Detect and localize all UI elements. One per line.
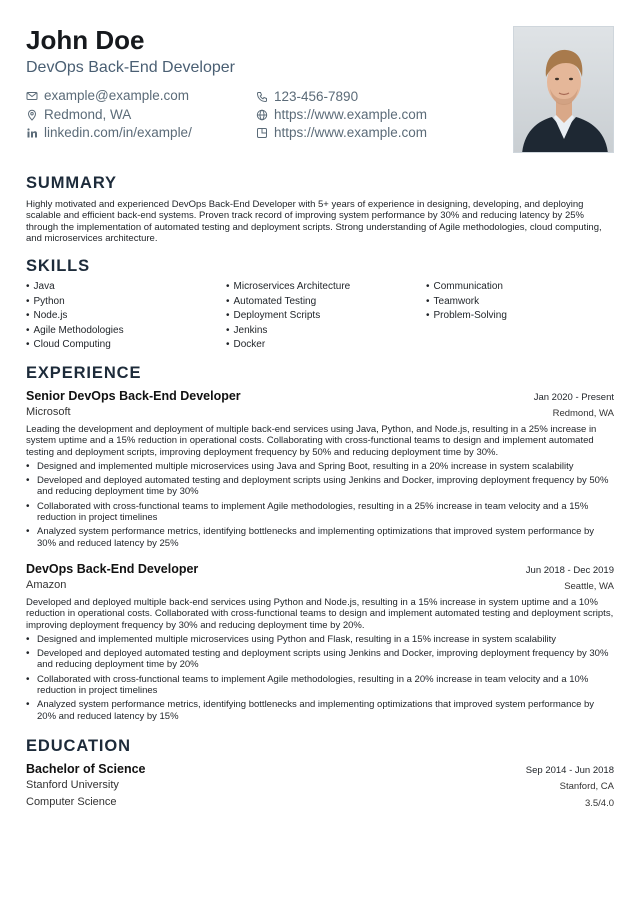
candidate-name: John Doe (26, 25, 145, 55)
job-bullet: • Designed and implemented multiple microservices using Java and Spring Boot, resulting in a 20% increase in system scalability (26, 461, 614, 472)
job-bullet: • Analyzed system performance metrics, identifying bottlenecks and implementing optimizations that improved system performance by 30% and reduced latency by 25% (26, 526, 614, 549)
skill-item: • Node.js (26, 309, 124, 324)
contact-linkedin-text: linkedin.com/in/example/ (44, 125, 192, 140)
skills-column-3 (426, 280, 507, 324)
contact-email[interactable] (26, 88, 189, 103)
education-heading: EDUCATION (26, 737, 131, 755)
job-bullet: • Collaborated with cross-functional teams to implement Agile methodologies, resulting in a 25% increase in team velocity and a 15% reduction in project timelines (26, 501, 614, 524)
skill-item: • Jenkins (226, 324, 350, 339)
skill-item: • Python (26, 295, 124, 310)
skill-item: • Microservices Architecture (226, 280, 350, 295)
job-bullets (26, 461, 614, 549)
job-bullet: • Developed and deployed automated testing and deployment scripts using Jenkins and Docker, improving deployment frequency by 50% and reducing deployment time by 30% (26, 475, 614, 498)
education-location: Stanford, CA (559, 781, 614, 792)
contact-location (26, 107, 131, 122)
education-school: Stanford University (26, 779, 119, 791)
candidate-title: DevOps Back-End Developer (26, 59, 235, 76)
job-entry (26, 562, 614, 725)
job-company: Microsoft (26, 406, 71, 418)
skill-item: • Java (26, 280, 124, 295)
skill-item: • Communication (426, 280, 507, 295)
skills-column-2 (226, 280, 350, 353)
skill-item: • Docker (226, 338, 350, 353)
globe-icon (256, 109, 268, 121)
skill-item: • Teamwork (426, 295, 507, 310)
job-description: Leading the development and deployment of multiple back-end services using Java, Python, and Node.js, resulting in a 25% increase in system uptime and a 15% reduction in operational costs. Collaborating with cross-functional teams to design and implement automated testing and deployment scripts, improving deployment frequency by 50% and reducing deployment time by 30%. (26, 424, 597, 458)
job-bullets (26, 634, 614, 722)
linkedin-icon (26, 127, 38, 139)
job-role: Senior DevOps Back-End Developer (26, 389, 241, 403)
skill-item: • Agile Methodologies (26, 324, 124, 339)
contact-portfolio-text: https://www.example.com (274, 125, 428, 140)
contact-location-text: Redmond, WA (44, 107, 132, 122)
summary-text: Highly motivated and experienced DevOps Back-End Developer with 5+ years of experience in designing, developing, and deploying scalable and efficient back-end systems. Proven track record of improving system performance by 30% and reducing latency by 25% through the implementation of automated testing and deployment scripts. Strong understanding of Agile methodologies, cloud computing, and microservices architecture. (26, 199, 602, 244)
job-dates: Jun 2018 - Dec 2019 (525, 565, 614, 576)
profile-photo (513, 26, 614, 153)
skill-item: • Automated Testing (226, 295, 350, 310)
skill-item: • Problem-Solving (426, 309, 507, 324)
job-dates: Jan 2020 - Present (533, 392, 614, 403)
phone-icon (256, 91, 268, 103)
job-entry (26, 389, 614, 552)
experience-heading: EXPERIENCE (26, 364, 142, 382)
job-bullet: • Designed and implemented multiple microservices using Python and Flask, resulting in a 15% increase in system scalability (26, 634, 614, 645)
job-location: Seattle, WA (564, 581, 614, 592)
envelope-icon (26, 90, 38, 102)
education-field: Computer Science (26, 796, 117, 808)
education-degree: Bachelor of Science (26, 762, 146, 776)
contact-linkedin[interactable] (26, 125, 192, 140)
job-company: Amazon (26, 579, 67, 591)
skill-item: • Cloud Computing (26, 338, 124, 353)
contact-phone-text: 123-456-7890 (274, 89, 359, 104)
contact-website-text: https://www.example.com (274, 107, 428, 122)
summary-heading: SUMMARY (26, 174, 117, 192)
job-bullet: • Analyzed system performance metrics, identifying bottlenecks and implementing optimizations that improved system performance by 20% and reduced latency by 15% (26, 699, 614, 722)
education-entry (26, 762, 614, 813)
job-bullet: • Developed and deployed automated testing and deployment scripts using Jenkins and Docker, improving deployment frequency by 30% and reducing deployment time by 20% (26, 648, 614, 671)
skills-column-1 (26, 280, 124, 353)
job-description: Developed and deployed multiple back-end services using Python and Node.js, resulting in a 15% increase in system uptime and a 10% reduction in operational costs. Collaborated with cross-functional teams to design and implement automated testing and deployment scripts, improving deployment frequency by 30% and reducing deployment time by 20%. (26, 597, 614, 631)
contact-portfolio[interactable] (256, 125, 427, 140)
contact-phone[interactable] (256, 89, 358, 104)
portfolio-icon (256, 127, 268, 139)
job-bullet: • Collaborated with cross-functional teams to implement Agile methodologies, resulting in a 20% increase in team velocity and a 10% reduction in project timelines (26, 674, 614, 697)
skills-heading: SKILLS (26, 257, 91, 275)
contact-email-text: example@example.com (44, 88, 190, 103)
job-location: Redmond, WA (552, 408, 614, 419)
education-gpa: 3.5/4.0 (584, 798, 614, 809)
education-dates: Sep 2014 - Jun 2018 (525, 765, 614, 776)
skill-item: • Deployment Scripts (226, 309, 350, 324)
job-role: DevOps Back-End Developer (26, 562, 199, 576)
map-pin-icon (26, 109, 38, 121)
contact-website[interactable] (256, 107, 427, 122)
